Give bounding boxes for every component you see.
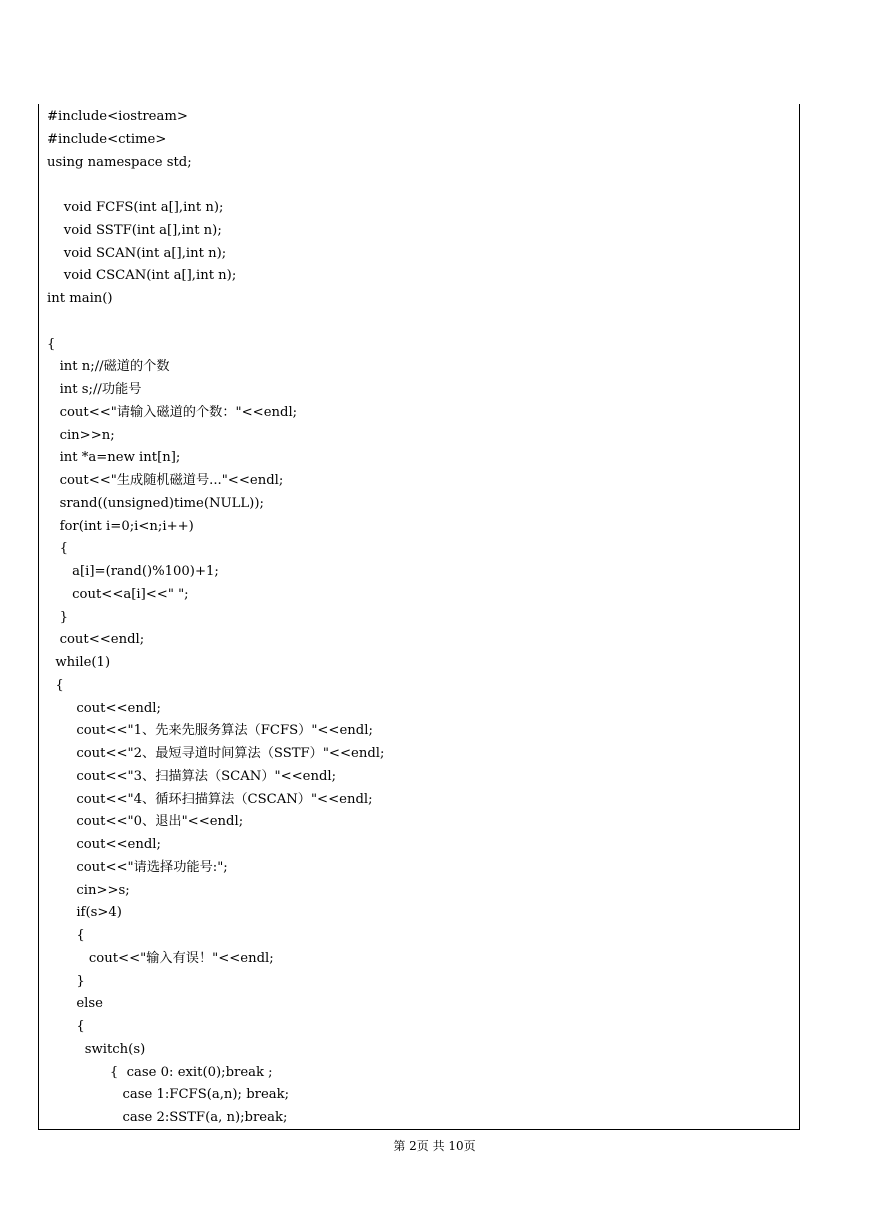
code-line: using namespace std;: [47, 154, 192, 170]
code-line: a[i]=(rand()%100)+1;: [47, 564, 219, 579]
code-line: {: [47, 677, 64, 693]
code-line: cin>>s;: [47, 882, 130, 898]
code-line: if(s>4): [47, 905, 122, 921]
code-line: srand((unsigned)time(NULL));: [47, 495, 264, 511]
code-line: #include<iostream>: [47, 109, 188, 124]
code-line: cout<<"生成随机磁道号..."<<endl;: [47, 473, 284, 488]
code-line: void SCAN(int a[],int n);: [47, 245, 227, 261]
code-line: cout<<"4、循环扫描算法（CSCAN）"<<endl;: [47, 791, 373, 807]
code-line: cout<<"3、扫描算法（SCAN）"<<endl;: [47, 768, 337, 784]
code-line: { case 0: exit(0);break ;: [47, 1064, 273, 1080]
code-listing: [38, 104, 800, 1130]
code-line: }: [47, 609, 68, 625]
code-line: cout<<"2、最短寻道时间算法（SSTF）"<<endl;: [47, 746, 385, 761]
code-line: cout<<"0、退出"<<endl;: [47, 814, 244, 830]
code-line: cout<<endl;: [47, 837, 161, 852]
code-line: }: [47, 973, 85, 989]
code-line: cout<<"请输入磁道的个数："<<endl;: [47, 404, 298, 420]
code-line: {: [47, 541, 68, 557]
code-line: case 1:FCFS(a,n); break;: [47, 1087, 290, 1103]
code-line: int *a=new int[n];: [47, 450, 181, 466]
code-line: {: [47, 928, 85, 943]
code-line: else: [47, 996, 103, 1012]
code-line: cout<<"1、先来先服务算法（FCFS）"<<endl;: [47, 723, 373, 739]
code-line: void CSCAN(int a[],int n);: [47, 268, 237, 284]
code-line: cout<<"请选择功能号:";: [47, 859, 228, 875]
code-line: void SSTF(int a[],int n);: [47, 222, 222, 238]
code-line: int s;//功能号: [47, 382, 142, 397]
code-line: switch(s): [47, 1041, 146, 1057]
code-line: cin>>n;: [47, 427, 115, 443]
code-line: case 2:SSTF(a, n);break;: [47, 1110, 288, 1125]
code-line: while(1): [47, 655, 111, 670]
code-line: {: [47, 1019, 85, 1034]
code-line: void FCFS(int a[],int n);: [47, 200, 224, 215]
code-line: for(int i=0;i<n;i++): [47, 518, 194, 534]
code-line: int main(): [47, 291, 113, 306]
code-line: cout<<endl;: [47, 700, 161, 716]
code-line: cout<<a[i]<<" ";: [47, 586, 189, 602]
code-line: int n;//磁道的个数: [47, 359, 170, 375]
code-line: #include<ctime>: [47, 131, 167, 147]
page-number-footer: 第 2页 共 10页: [393, 1139, 476, 1153]
code-line: cout<<endl;: [47, 632, 145, 648]
code-line: cout<<"输入有误！"<<endl;: [47, 950, 274, 966]
code-line: {: [47, 336, 56, 352]
